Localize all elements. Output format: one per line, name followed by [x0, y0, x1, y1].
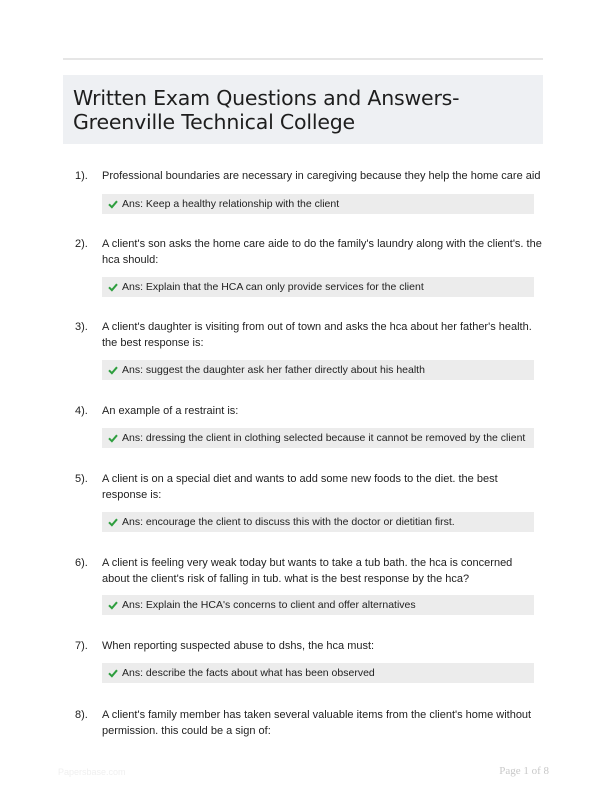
page-indicator: Page 1 of 8 — [499, 765, 549, 777]
question-item — [73, 555, 543, 587]
question-number: 6). — [75, 557, 88, 569]
question-item — [73, 168, 543, 184]
footer-watermark: Papersbase.com — [58, 767, 126, 777]
check-icon — [108, 600, 118, 610]
question-number: 1). — [75, 170, 88, 182]
question-item — [73, 236, 543, 268]
question-item — [73, 403, 543, 419]
answer-box — [102, 663, 534, 683]
question-number: 5). — [75, 473, 88, 485]
question-text: Professional boundaries are necessary in caregiving because they help the home care aid — [102, 170, 541, 182]
answer-box — [102, 512, 534, 532]
page-title: Written Exam Questions and Answers- Greenville Technical College — [73, 86, 460, 134]
question-text: A client is on a special diet and wants to add some new foods to the diet. the best response is: — [102, 473, 498, 501]
header-divider — [63, 58, 543, 60]
answer-box — [102, 277, 534, 297]
question-number: 8). — [75, 709, 88, 721]
question-item — [73, 319, 543, 351]
answer-text: Ans: dressing the client in clothing selected because it cannot be removed by the client — [122, 432, 526, 444]
answer-box — [102, 595, 534, 615]
check-icon — [108, 668, 118, 678]
question-text: A client's son asks the home care aide to do the family's laundry along with the client's. the hca should: — [102, 238, 542, 266]
question-item — [73, 638, 543, 654]
question-number: 4). — [75, 405, 88, 417]
answer-box — [102, 194, 534, 214]
question-item — [73, 471, 543, 503]
question-number: 7). — [75, 640, 88, 652]
check-icon — [108, 365, 118, 375]
question-number: 2). — [75, 238, 88, 250]
check-icon — [108, 282, 118, 292]
answer-box — [102, 428, 534, 448]
answer-text: Ans: Explain that the HCA can only provide services for the client — [122, 281, 424, 293]
answer-box — [102, 360, 534, 380]
answer-text: Ans: describe the facts about what has been observed — [122, 667, 375, 679]
check-icon — [108, 199, 118, 209]
check-icon — [108, 433, 118, 443]
question-number: 3). — [75, 321, 88, 333]
question-text: A client's daughter is visiting from out of town and asks the hca about her father's health. the best response is: — [102, 321, 532, 349]
question-item — [73, 707, 543, 739]
check-icon — [108, 517, 118, 527]
question-text: An example of a restraint is: — [102, 405, 239, 417]
answer-text: Ans: suggest the daughter ask her father directly about his health — [122, 364, 425, 376]
question-text: A client is feeling very weak today but wants to take a tub bath. the hca is concerned about the client's risk of falling in tub. what is the best response by the hca? — [102, 557, 513, 585]
title-box — [63, 75, 543, 144]
question-text: When reporting suspected abuse to dshs, the hca must: — [102, 640, 375, 652]
answer-text: Ans: Explain the HCA's concerns to client and offer alternatives — [122, 599, 416, 611]
question-text: A client's family member has taken several valuable items from the client's home without permission. this could be a sign of: — [102, 709, 532, 737]
answer-text: Ans: Keep a healthy relationship with the client — [122, 198, 340, 210]
answer-text: Ans: encourage the client to discuss this with the doctor or dietitian first. — [122, 516, 455, 528]
